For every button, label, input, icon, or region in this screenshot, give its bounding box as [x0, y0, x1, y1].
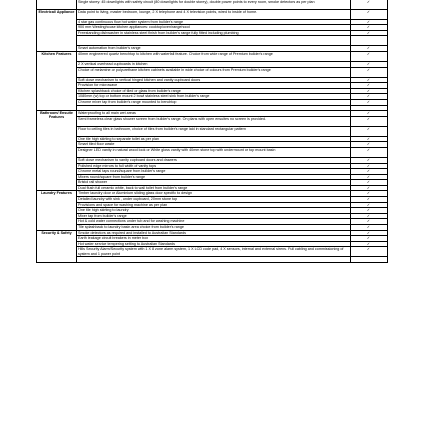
- included-check-cell: [351, 51, 388, 61]
- check-mark-icon: ✓: [367, 147, 371, 152]
- check-mark-icon: ✓: [367, 77, 371, 82]
- check-mark-icon: ✓: [367, 213, 371, 218]
- inclusion-description: One tile high skirting to laundry: [77, 208, 351, 214]
- check-mark-icon: ✓: [367, 157, 371, 162]
- section-category-label: Laundry Features: [37, 191, 77, 230]
- inclusion-description: Hot & cold water connections under tub and for washing machine: [77, 219, 351, 225]
- inclusion-description: Tile splashback to laundry basin area choice from builder's range: [77, 225, 351, 231]
- check-mark-icon: ✓: [367, 191, 371, 196]
- included-check-cell: [351, 36, 388, 46]
- check-mark-icon: ✓: [367, 225, 371, 230]
- check-mark-icon: ✓: [367, 236, 371, 241]
- inclusion-description: Freestanding dishwasher in stainless steel finish from builder's range fully fitted including plumbing: [77, 30, 351, 36]
- inclusion-description: Provisions and space for washing machine as per plan: [77, 202, 351, 208]
- inclusion-description: Polished edge mirrors to full width of vanity tops: [77, 163, 351, 169]
- check-mark-icon: ✓: [367, 142, 371, 147]
- section-category-label: Security & Safety: [37, 230, 77, 262]
- inclusion-description: Floor to ceiling tiles in bathroom, choice of tiles from builder's range laid in standard rectangular pattern: [77, 126, 351, 136]
- included-check-cell: [351, 147, 388, 157]
- inclusion-description: Hills Security Alarm/Security system with 1 X 8 zone alarm system, 1 X LCD code pad, 4 X sensors, internal and external sirens. Full cabling and commissioning of system and 1 power point: [77, 247, 351, 257]
- check-mark-icon: ✓: [367, 169, 371, 174]
- inclusion-description: Smoke detectors as required and installed to Australian Standards: [77, 230, 351, 236]
- inclusion-description: Single storey: 45 downlights with safety circuit (80 downlights for double storey), double power points to every room, smoke detectors as per plan: [77, 0, 351, 9]
- table-row: [37, 67, 388, 77]
- check-mark-icon: ✓: [367, 30, 371, 35]
- check-mark-icon: ✓: [367, 67, 371, 72]
- table-row: [37, 247, 388, 257]
- inclusion-description: Data point to living, master bedroom, lounge, 2 X telephone and 4 X television points, wired to inside of home.: [77, 9, 351, 19]
- inclusions-table: [36, 0, 388, 263]
- check-mark-icon: ✓: [367, 9, 371, 14]
- section-category-label: Bathroom/ Ensuite Features: [37, 111, 77, 191]
- check-mark-icon: ✓: [367, 83, 371, 88]
- included-check-cell: [351, 257, 388, 263]
- table-row: [37, 9, 388, 19]
- check-mark-icon: ✓: [367, 208, 371, 213]
- table-row: [37, 51, 388, 61]
- check-mark-icon: ✓: [367, 99, 371, 104]
- check-mark-icon: ✓: [367, 19, 371, 24]
- inclusion-description: Hot water service tempering setting to Australian Standards: [77, 241, 351, 247]
- inclusion-description: Chrome metal taps round/square from builder's range: [77, 169, 351, 175]
- check-mark-icon: ✓: [367, 185, 371, 190]
- check-mark-icon: ✓: [367, 111, 371, 116]
- inclusion-description: Smart automation from builder's range: [77, 46, 351, 52]
- inclusion-description: 2 X vertical overhead cupboards in kitchen: [77, 61, 351, 67]
- inclusion-description: Dual flush full ceramic white, back to wall toilet from builder's range: [77, 185, 351, 191]
- inclusion-description: Mixers round/square from builder's range: [77, 174, 351, 180]
- check-mark-icon: ✓: [367, 116, 371, 121]
- table-row: [37, 36, 388, 46]
- inclusion-description: Waterproofing to all main wet areas: [77, 111, 351, 117]
- section-category-label: Electrical/ Appliance: [37, 9, 77, 51]
- check-mark-icon: ✓: [367, 219, 371, 224]
- check-mark-icon: ✓: [367, 180, 371, 185]
- inclusion-description: Mixer tap from builder's range: [77, 213, 351, 219]
- inclusion-description: Soft close mechanism to vertical hinged kitchen and vanity cupboard doors: [77, 77, 351, 83]
- check-mark-icon: ✓: [367, 88, 371, 93]
- section-category-label: Kitchen Features: [37, 51, 77, 110]
- inclusion-description: 40mm engineered quartz benchtop to kitchen with waterfall feature. Choice from wide range of Premium builder's range: [77, 51, 351, 61]
- section-category-label: [37, 0, 77, 9]
- inclusion-description: 900 mm Westinghouse kitchen appliances: cooktop/oven/rangehood: [77, 25, 351, 31]
- check-mark-icon: ✓: [367, 163, 371, 168]
- check-mark-icon: ✓: [367, 46, 371, 51]
- inclusion-description: Earth leakage circuit breakers in meter box: [77, 236, 351, 242]
- inclusion-description: 4 star gas continuous flow hot water system from builder's range: [77, 19, 351, 25]
- inclusion-description: Smart tiled floor waste: [77, 142, 351, 148]
- check-mark-icon: ✓: [367, 94, 371, 99]
- included-check-cell: [351, 67, 388, 77]
- table-row: [37, 147, 388, 157]
- inclusion-description: Semi frameless clear glass shower screen from builder's range. On plans with open ensuites no screen is provided.: [77, 116, 351, 126]
- included-check-cell: [351, 0, 388, 9]
- included-check-cell: [351, 247, 388, 257]
- check-mark-icon: ✓: [367, 247, 371, 252]
- inclusion-description: Provision for microwave: [77, 83, 351, 89]
- inclusion-description: [77, 36, 351, 46]
- inclusion-description: 1080mm (w) top or bottom mount 2 bowl stainless steel sink from builder's range: [77, 94, 351, 100]
- table-row: [37, 116, 388, 126]
- included-check-cell: [351, 9, 388, 19]
- inclusion-description: Kitchen splashback choice of tiled or glass from builder's range: [77, 88, 351, 94]
- check-mark-icon: ✓: [367, 230, 371, 235]
- inclusion-description: Choice of melamine or polyurethane kitchen cabinets available in wide choice of colours from Premium builder's range: [77, 67, 351, 77]
- check-mark-icon: ✓: [367, 51, 371, 56]
- inclusion-description: Bristol rail shower: [77, 180, 351, 186]
- inclusion-description: One tile high skirting to separate toilet as per plan: [77, 136, 351, 142]
- inclusion-description: Designer LED vanity in natural wood look or White gloss vanity with 40mm stone top with undermount or top mount basin: [77, 147, 351, 157]
- inclusion-description: [77, 257, 351, 263]
- check-mark-icon: ✓: [367, 61, 371, 66]
- inclusions-table-body: [37, 0, 388, 263]
- specification-table-frame: [36, 0, 381, 263]
- check-mark-icon: ✓: [367, 174, 371, 179]
- table-row: [37, 0, 388, 9]
- included-check-cell: [351, 126, 388, 136]
- inclusion-description: Detailed laundry with sink , under cupboard, 20mm stone top: [77, 197, 351, 203]
- inclusion-description: Soft close mechanism to vanity cupboard doors and drawers: [77, 157, 351, 163]
- check-mark-icon: ✓: [367, 0, 371, 4]
- inclusion-description: Chrome mixer tap from builder's range mounted to benchtop: [77, 99, 351, 105]
- inclusion-description: Timber laundry door or Aluminium sliding glass door specific to design: [77, 191, 351, 197]
- check-mark-icon: ✓: [367, 25, 371, 30]
- table-row: [37, 126, 388, 136]
- check-mark-icon: ✓: [367, 126, 371, 131]
- check-mark-icon: ✓: [367, 136, 371, 141]
- check-mark-icon: ✓: [367, 241, 371, 246]
- check-mark-icon: ✓: [367, 202, 371, 207]
- included-check-cell: [351, 116, 388, 126]
- check-mark-icon: ✓: [367, 197, 371, 202]
- table-row: [37, 257, 388, 263]
